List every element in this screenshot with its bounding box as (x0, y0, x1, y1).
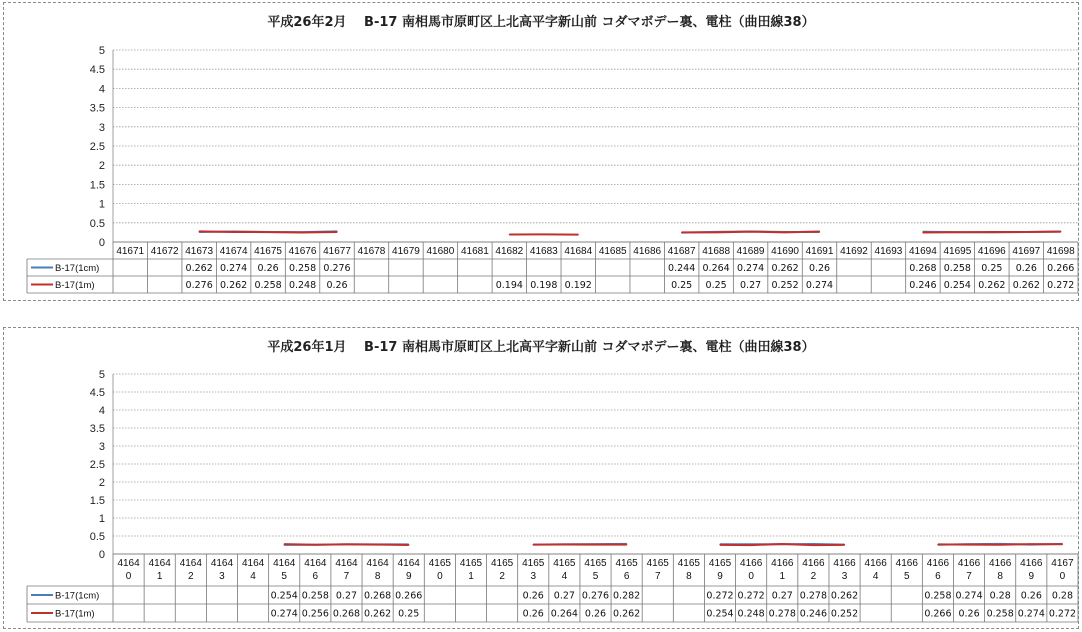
y-tick-label: 3 (98, 121, 105, 134)
x-tick-label: 4164 (273, 558, 296, 569)
data-label: 0.274 (220, 263, 248, 274)
data-point (595, 544, 596, 545)
chart-title: 平成26年1月 B-17 南相馬市原町区上北高平字新山前 コダマボデー裏、電柱（曲田線38） (267, 340, 815, 355)
data-label: 0.262 (185, 263, 213, 274)
x-tick-label: 4166 (771, 558, 794, 569)
x-tick-label: 6 (623, 571, 630, 582)
data-label: 0.192 (564, 280, 592, 291)
x-tick-label: 3 (841, 571, 848, 582)
x-tick-label: 4166 (957, 558, 981, 569)
data-label: 0.27 (771, 590, 793, 602)
y-tick-label: 5 (98, 45, 105, 57)
x-tick-label: 41675 (254, 246, 282, 257)
data-label: 0.262 (220, 280, 248, 291)
data-label: 0.27 (553, 590, 575, 602)
data-point (533, 544, 534, 545)
x-tick-label: 4 (561, 571, 568, 582)
data-point (1062, 544, 1063, 545)
data-point (302, 232, 303, 233)
x-tick-label: 4166 (1020, 558, 1043, 569)
x-tick-label: 7 (654, 571, 661, 582)
data-label: 0.25 (981, 263, 1003, 274)
data-point (267, 231, 268, 232)
data-point (1026, 231, 1027, 232)
y-tick-label: 0 (98, 237, 105, 249)
x-tick-label: 8 (686, 571, 692, 582)
y-tick-label: 5 (98, 369, 105, 381)
x-tick-label: 41697 (1012, 246, 1041, 257)
data-label: 0.272 (1048, 608, 1077, 620)
chart-feb-svg (4, 3, 1080, 302)
x-tick-label: 41681 (460, 246, 489, 257)
data-label: 0.258 (943, 263, 971, 274)
x-tick-label: 8 (997, 571, 1003, 582)
data-label: 0.25 (705, 280, 727, 291)
y-tick-label: 1.5 (89, 179, 105, 192)
data-point (408, 544, 409, 545)
x-tick-label: 41680 (426, 246, 455, 257)
x-tick-label: 7 (343, 571, 350, 582)
data-label: 0.262 (771, 263, 799, 274)
x-tick-label: 4166 (833, 558, 856, 569)
data-label: 0.252 (771, 280, 799, 291)
data-label: 0.276 (581, 590, 610, 602)
y-tick-label: 0 (98, 549, 105, 561)
x-tick-label: 4165 (522, 558, 545, 569)
data-point (957, 232, 958, 233)
x-tick-label: 9 (405, 571, 412, 582)
x-tick-label: 4166 (895, 558, 918, 569)
x-tick-label: 4166 (740, 558, 763, 569)
data-label: 0.274 (955, 590, 983, 602)
data-label: 0.28 (1051, 590, 1074, 602)
data-label: 0.27 (740, 280, 762, 291)
x-tick-label: 2 (188, 571, 194, 582)
data-label: 0.26 (958, 608, 980, 620)
x-tick-label: 8 (374, 571, 381, 582)
data-label: 0.28 (989, 590, 1011, 602)
data-label: 0.26 (522, 590, 544, 602)
data-label: 0.254 (943, 280, 971, 291)
data-label: 0.246 (909, 280, 937, 291)
x-tick-label: 41684 (564, 246, 593, 257)
data-label: 0.25 (671, 280, 693, 291)
data-label: 0.26 (1020, 590, 1042, 602)
data-point (1031, 544, 1032, 545)
data-label: 0.274 (270, 608, 298, 620)
y-tick-label: 3.5 (89, 102, 105, 115)
x-tick-label: 41691 (805, 246, 834, 257)
data-label: 0.262 (830, 590, 859, 602)
x-tick-label: 0 (1059, 571, 1066, 582)
y-tick-label: 0.5 (89, 217, 105, 230)
y-tick-label: 4.5 (89, 387, 105, 399)
x-tick-label: 41682 (495, 246, 524, 257)
data-label: 0.276 (323, 263, 351, 274)
data-label: 0.276 (185, 280, 213, 291)
legend-label: B-17(1m) (55, 608, 95, 620)
data-point (968, 544, 969, 545)
x-tick-label: 2 (499, 571, 505, 582)
x-tick-label: 4165 (646, 558, 669, 569)
data-label: 0.262 (363, 608, 392, 620)
x-tick-label: 4165 (615, 558, 638, 569)
x-tick-label: 3 (219, 571, 225, 582)
chart-panel-feb (3, 2, 1079, 301)
data-label: 0.248 (288, 280, 317, 291)
x-tick-label: 41678 (357, 246, 386, 257)
data-label: 0.274 (805, 280, 834, 291)
x-tick-label: 41686 (633, 246, 662, 257)
data-label: 0.244 (668, 263, 696, 274)
data-label: 0.272 (1047, 280, 1075, 291)
x-tick-label: 41690 (771, 246, 799, 257)
data-label: 0.26 (584, 608, 607, 620)
data-label: 0.246 (799, 608, 828, 620)
x-tick-label: 0 (748, 571, 754, 582)
data-label: 0.258 (254, 280, 282, 291)
data-label: 0.254 (270, 590, 298, 602)
data-point (509, 234, 510, 235)
x-tick-label: 41689 (736, 246, 765, 257)
legend-label: B-17(1cm) (55, 590, 100, 602)
data-label: 0.258 (924, 590, 952, 602)
data-label: 0.256 (301, 608, 329, 620)
x-tick-label: 4165 (553, 558, 576, 569)
data-point (751, 544, 752, 545)
data-label: 0.26 (1015, 263, 1037, 274)
y-tick-label: 1 (98, 198, 105, 211)
x-tick-label: 3 (530, 571, 537, 582)
x-tick-label: 4165 (677, 558, 701, 569)
data-point (1060, 231, 1061, 232)
data-point (284, 544, 285, 545)
data-point (937, 544, 938, 545)
x-tick-label: 4166 (926, 558, 950, 569)
x-tick-label: 4164 (117, 558, 140, 569)
x-tick-label: 4 (250, 571, 256, 582)
x-tick-label: 4164 (366, 558, 389, 569)
data-label: 0.258 (986, 608, 1014, 620)
data-label: 0.248 (737, 608, 765, 620)
x-tick-label: 4164 (397, 558, 420, 569)
x-tick-label: 4165 (428, 558, 451, 569)
y-tick-label: 3 (98, 441, 105, 453)
data-point (844, 544, 845, 545)
x-tick-label: 5 (592, 571, 599, 582)
data-point (813, 545, 814, 546)
x-tick-label: 2 (810, 571, 817, 582)
data-label: 0.26 (257, 263, 279, 274)
data-point (716, 232, 717, 233)
x-tick-label: 9 (1028, 571, 1035, 582)
data-label: 0.198 (530, 280, 558, 291)
data-label: 0.258 (288, 263, 317, 274)
x-tick-label: 4164 (241, 558, 265, 569)
x-tick-label: 41676 (288, 246, 317, 257)
data-point (922, 232, 923, 233)
chart-panel-jan (3, 327, 1079, 629)
legend-label: B-17(1m) (55, 280, 95, 291)
data-label: 0.274 (736, 263, 765, 274)
data-label: 0.252 (830, 608, 859, 620)
data-point (1000, 544, 1001, 545)
x-tick-label: 41679 (392, 246, 420, 257)
x-tick-label: 4164 (210, 558, 234, 569)
data-label: 0.264 (550, 608, 578, 620)
x-tick-label: 41688 (702, 246, 731, 257)
data-point (681, 232, 682, 233)
x-tick-label: 4164 (179, 558, 202, 569)
x-tick-label: 41687 (667, 246, 696, 257)
data-point (564, 544, 565, 545)
data-label: 0.264 (702, 263, 730, 274)
data-point (784, 232, 785, 233)
data-label: 0.262 (978, 280, 1006, 291)
data-label: 0.266 (1047, 263, 1075, 274)
data-label: 0.262 (1012, 280, 1040, 291)
x-tick-label: 41698 (1046, 246, 1075, 257)
x-tick-label: 41672 (150, 246, 179, 257)
data-label: 0.278 (799, 590, 828, 602)
data-point (750, 231, 751, 232)
x-tick-label: 4166 (989, 558, 1012, 569)
x-tick-label: 4166 (864, 558, 887, 569)
x-tick-label: 41696 (977, 246, 1006, 257)
data-point (626, 544, 627, 545)
x-tick-label: 41683 (529, 246, 558, 257)
legend-label: B-17(1cm) (55, 263, 100, 274)
data-label: 0.27 (335, 590, 358, 602)
data-point (336, 231, 337, 232)
data-label: 0.26 (326, 280, 348, 291)
data-point (346, 544, 347, 545)
data-label: 0.268 (332, 608, 361, 620)
data-label: 0.266 (395, 590, 423, 602)
data-label: 0.25 (398, 608, 420, 620)
data-point (377, 544, 378, 545)
x-tick-label: 4166 (802, 558, 825, 569)
data-point (991, 231, 992, 232)
x-tick-label: 4167 (1051, 558, 1074, 569)
x-tick-label: 4165 (708, 558, 732, 569)
data-label: 0.268 (363, 590, 392, 602)
x-tick-label: 1 (779, 571, 786, 582)
x-tick-label: 0 (125, 571, 132, 582)
y-tick-label: 2.5 (89, 141, 105, 153)
data-label: 0.26 (522, 608, 544, 620)
x-tick-label: 41685 (598, 246, 627, 257)
data-label: 0.266 (924, 608, 952, 620)
x-tick-label: 9 (717, 571, 723, 582)
x-tick-label: 6 (312, 571, 319, 582)
x-tick-label: 41694 (909, 246, 937, 257)
data-point (315, 544, 316, 545)
x-tick-label: 6 (935, 571, 941, 582)
data-label: 0.268 (909, 263, 937, 274)
y-tick-label: 4 (98, 405, 105, 417)
x-tick-label: 0 (437, 571, 443, 582)
y-tick-label: 2 (98, 160, 105, 173)
x-tick-label: 41692 (840, 246, 868, 257)
data-label: 0.258 (301, 590, 329, 602)
x-tick-label: 41671 (116, 246, 145, 257)
x-tick-label: 4164 (335, 558, 358, 569)
chart-jan-svg (4, 328, 1080, 630)
data-point (578, 234, 579, 235)
y-tick-label: 0.5 (89, 531, 105, 543)
data-point (719, 544, 720, 545)
x-tick-label: 41673 (185, 246, 214, 257)
x-tick-label: 4165 (584, 558, 607, 569)
x-tick-label: 4165 (490, 558, 514, 569)
x-tick-label: 5 (281, 571, 287, 582)
y-tick-label: 3.5 (89, 423, 105, 435)
y-tick-label: 1.5 (89, 495, 105, 507)
x-tick-label: 4165 (459, 558, 483, 569)
data-label: 0.26 (808, 263, 831, 274)
data-point (819, 231, 820, 232)
data-point (543, 234, 544, 235)
x-tick-label: 41677 (323, 246, 351, 257)
data-label: 0.262 (613, 608, 641, 620)
data-label: 0.274 (1017, 608, 1045, 620)
data-point (782, 543, 783, 544)
x-tick-label: 4 (872, 571, 879, 582)
x-tick-label: 41693 (874, 246, 903, 257)
x-tick-label: 41695 (943, 246, 972, 257)
data-point (199, 231, 200, 232)
data-label: 0.272 (706, 590, 734, 602)
x-tick-label: 1 (468, 571, 474, 582)
x-tick-label: 7 (966, 571, 972, 582)
x-tick-label: 4164 (148, 558, 171, 569)
y-tick-label: 2.5 (89, 459, 105, 471)
chart-title: 平成26年2月 B-17 南相馬市原町区上北高平字新山前 コダマボデー裏、電柱（曲田線38） (267, 15, 815, 30)
y-tick-label: 4.5 (89, 64, 105, 77)
y-tick-label: 1 (98, 513, 105, 525)
data-point (233, 231, 234, 232)
data-label: 0.194 (495, 280, 523, 291)
data-label: 0.278 (768, 608, 796, 620)
x-tick-label: 1 (156, 571, 163, 582)
data-label: 0.254 (706, 608, 734, 620)
x-tick-label: 5 (904, 571, 910, 582)
y-tick-label: 2 (98, 477, 105, 489)
data-label: 0.272 (737, 590, 765, 602)
y-tick-label: 4 (98, 83, 105, 96)
data-label: 0.282 (613, 590, 641, 602)
x-tick-label: 41674 (219, 246, 248, 257)
x-tick-label: 4164 (304, 558, 327, 569)
